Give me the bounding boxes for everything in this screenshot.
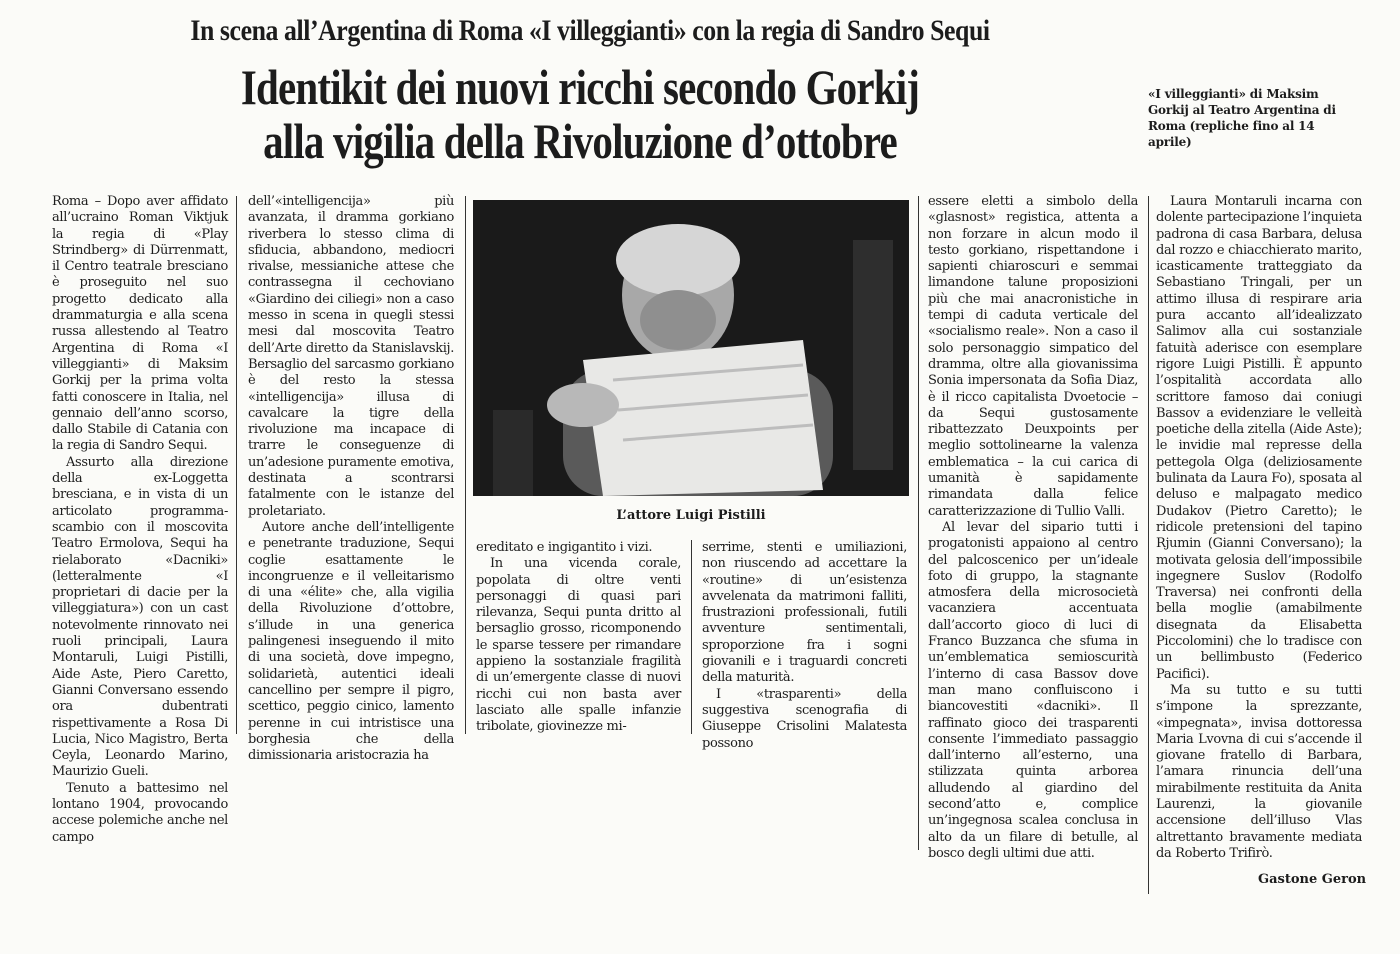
article-column-5 bbox=[928, 194, 1138, 861]
article-column-3 bbox=[476, 540, 681, 740]
paragraph: Tenuto a battesimo nel lontano 1904, provocando accese polemiche anche nel campo bbox=[52, 780, 228, 845]
photo-caption: L’attore Luigi Pistilli bbox=[616, 508, 766, 523]
column-rule bbox=[236, 196, 237, 734]
column-rule bbox=[1148, 196, 1149, 894]
paragraph: Ma su tutto e su tutti s’impone la sprezzante, «impegnata», invisa dottoressa Maria Lvovna di cui s’accende il giovane fratello di Barbara, l’amara rinuncia dell’una mirabilmente restituita da Anita Laurenzi, la giovanile accensione dell’illuso Vlas altrettanto bravamente mediata da Roberto Trifirò. bbox=[1156, 682, 1362, 861]
headline-line-2: alla vigilia della Rivoluzione d’ottobre bbox=[263, 113, 897, 169]
paragraph: Laura Montaruli incarna con dolente partecipazione l’inquieta padrona di casa Barbara, delusa dal rozzo e chiacchierato marito, icasticamente tratteggiato da Sebastiano Tringali, per un attimo illusa di respirare aria pura accanto all’idealizzato Salimov alla cui sostanziale fatuità aderisce con esemplare rigore Luigi Pistilli. È appunto l’ospitalità accordata allo scrittore famoso dai coniugi Bassov a evidenziare le velleità poetiche della zitella (Aide Aste); le invidie mal represse della pettegola Olga (deliziosamente bulinata da Laura Fo), sposata al deluso e malpagato medico Dudakov (Pietro Caretto); le ridicole pretensioni del tapino Rjumin (Gianni Conversano); la motivata gelosia dell’impossibile ingegnere Suslov (Rodolfo Traversa) nei confronti della bella moglie (amabilmente disegnata da Elisabetta Piccolomini) che lo tradisce con un bellimbusto (Federico Pacifici). bbox=[1156, 194, 1362, 682]
paragraph: dell’«intelligencija» più avanzata, il dramma gorkiano riverbera lo stesso clima di sfiducia, abbandono, mediocri rivalse, messianiche attese che contrassegna il cechoviano «Giardino dei ciliegi» non a caso messo in scena in quegli stessi mesi dal moscovita Teatro dell’Arte diretto da Stanislavskij. Bersaglio del sarcasmo gorkiano è del resto la stessa «intelligencija» illusa di cavalcare la tigre della rivoluzione ma incapace di trarre le conseguenze di un’adesione puramente emotiva, destinata a scontrarsi fatalmente con le istanze del proletariato. bbox=[248, 194, 454, 519]
paragraph: Roma – Dopo aver affidato all’ucraino Roman Viktjuk la regia di «Play Strindberg» di Dürrenmatt, il Centro teatrale bresciano è proseguito nel suo progetto dedicato alla drammaturgia e alla scena russa allestendo al Teatro Argentina di Roma «I villeggianti» di Maksim Gorkij per la prima volta fatti conoscere in Italia, nel gennaio dell’anno scorso, dallo Stabile di Catania con la regia di Sandro Sequi. bbox=[52, 194, 228, 454]
kicker: In scena all’Argentina di Roma «I villeggianti» con la regia di Sandro Sequi bbox=[190, 14, 990, 47]
column-rule bbox=[691, 540, 692, 734]
paragraph: In una vicenda corale, popolata di oltre venti personaggi di quasi pari rilevanza, Sequi punta dritto al bersaglio grosso, ricomponendo le sparse tessere per rimandare appieno la sostanziale fragilità di un’emergente classe di nuovi ricchi cui non basta aver lasciato alle spalle infanzie tribolate, giovinezze mi- bbox=[476, 556, 681, 735]
paragraph: serrime, stenti e umiliazioni, non riuscendo ad accettare la «routine» di un’esistenza avvelenata da matrimoni falliti, frustrazioni professionali, futili avventure sentimentali, sproporzione fra i sogni giovanili e i traguardi concreti della maturità. bbox=[702, 540, 907, 686]
paragraph: Assurto alla direzione della ex-Loggetta bresciana, e in vista di un articolato programma-scambio con il moscovita Teatro Ermolova, Sequi ha rielaborato «Dacniki» (letteralmente «I proprietari di dacie per la villeggiatura») con un cast notevolmente rinnovato nei ruoli principali, Laura Montaruli, Luigi Pistilli, Aide Aste, Piero Caretto, Gianni Conversano essendo ora dubentrati rispettivamente a Rosa Di Lucia, Nico Magistro, Berta Ceyla, Leonardo Marino, Maurizio Gueli. bbox=[52, 454, 228, 780]
paragraph: Al levar del sipario tutti i progatonisti appaiono al centro del palcoscenico per un’ideale foto di gruppo, la stagnante atmosfera della microsocietà vacanziera accentuata dall’accorto gioco di luci di Franco Buzzanca che sfuma in un’emblematica semioscurità l’interno di casa Bassov dove man mano confluiscono i biancovestiti «dacniki». Il raffinato gioco dei trasparenti consente l’immediato passaggio dall’interno all’esterno, una stilizzata quinta arborea alludendo al giardino del second’atto e, complice un’ingegnosa scalea conclusa in alto da un filare di betulle, al bosco degli ultimi due atti. bbox=[928, 519, 1138, 861]
byline-signature: Gastone Geron bbox=[1258, 872, 1367, 887]
side-caption: «I villeggianti» di Maksim Gorkij al Teatro Argentina di Roma (repliche fino al 14 aprile) bbox=[1148, 87, 1336, 149]
article-column-6 bbox=[1156, 194, 1362, 874]
paragraph: ereditato e ingigantito i vizi. bbox=[476, 540, 653, 555]
article-column-1 bbox=[52, 194, 228, 845]
photo-illustration bbox=[473, 200, 909, 496]
paragraph: I «trasparenti» della suggestiva scenografia di Giuseppe Crisolini Malatesta possono bbox=[702, 686, 907, 751]
headline-line-1: Identikit dei nuovi ricchi secondo Gorkij bbox=[240, 59, 920, 115]
article-column-2 bbox=[248, 194, 454, 764]
headline bbox=[154, 60, 1007, 168]
paragraph: essere eletti a simbolo della «glasnost» registica, attenta a non forzare in alcun modo il testo gorkiano, rispettandone i sapienti chiaroscuri e semmai limandone talune proposizioni più che mai anacronistiche in tempi di caduta verticale del «socialismo reale». Non a caso il solo personaggio simpatico del dramma, oltre alla giovanissima Sonia impersonata da Sofia Diaz, è il ricco capitalista Dvoetocie – da Sequi gustosamente ribattezzato Deuxpoints per meglio sottolinearne la valenza emblematica – la cui carica di umanità è sapidamente rimandata dalla felice caratterizzazione di Tullio Valli. bbox=[928, 194, 1138, 519]
paragraph: Autore anche dell’intelligente e penetrante traduzione, Sequi coglie esattamente le incongruenze e il velleitarismo di una «élite» che, alla vigilia della Rivoluzione d’ottobre, s’illude in una generica palingenesi inseguendo il mito di una società, dove impegno, solidarietà, autentici ideali cancellino per sempre il pigro, scettico, peggio cinico, lamento perenne in cui intristisce una borghesia che della dimissionaria aristocrazia ha bbox=[248, 519, 454, 764]
article-column-4 bbox=[702, 540, 907, 751]
column-rule bbox=[465, 196, 466, 734]
column-rule bbox=[918, 196, 919, 850]
photo-actor bbox=[473, 200, 909, 496]
